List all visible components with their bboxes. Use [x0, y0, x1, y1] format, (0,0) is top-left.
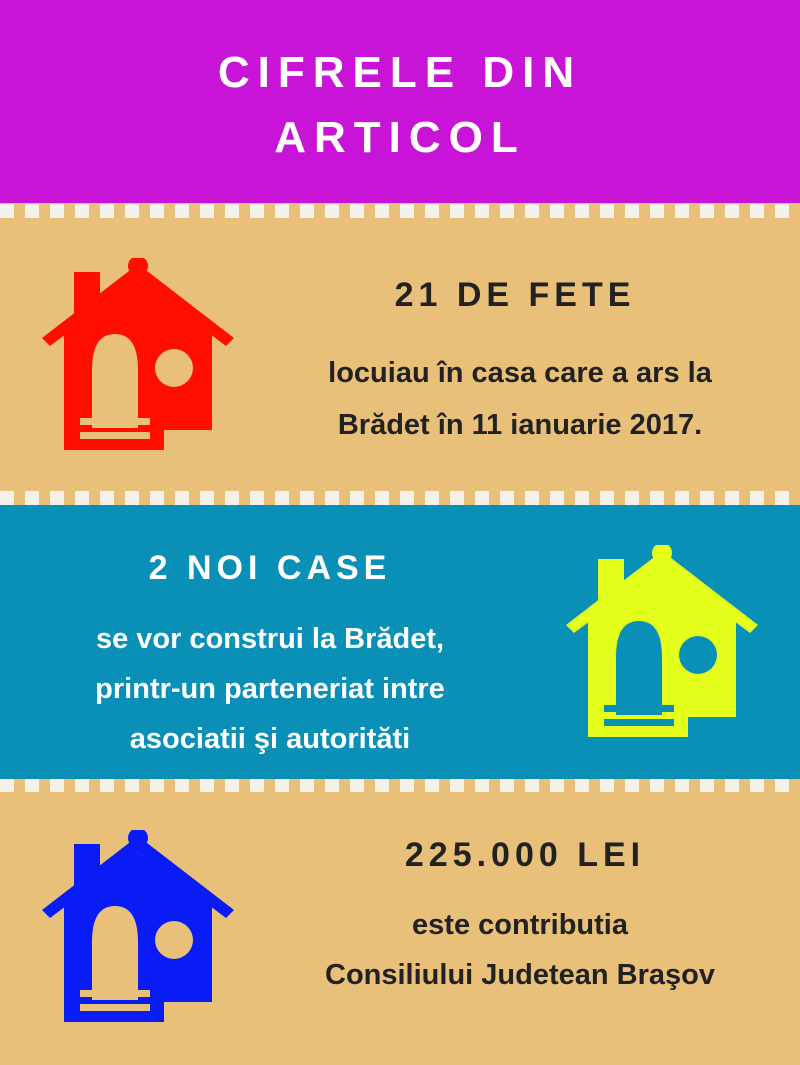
section-text-line1: se vor construi la Brădet,	[95, 623, 445, 655]
section-21-fete	[0, 218, 800, 498]
section-text-line3: asociatii şi autorităti	[129, 723, 411, 755]
page-title-line1: CIFRELE DIN	[217, 48, 583, 97]
section-heading: 225.000 LEI	[404, 836, 646, 874]
page-title-line2: ARTICOL	[274, 113, 526, 162]
dashed-divider	[0, 491, 800, 505]
section-text-line1: locuiau în casa care a ars la	[328, 357, 712, 389]
section-text-line2: Brădet în 11 ianuarie 2017.	[337, 409, 703, 441]
dashed-divider	[0, 204, 800, 218]
header-banner	[0, 0, 800, 203]
section-heading: 2 NOI CASE	[148, 549, 392, 587]
section-225000-lei	[0, 792, 800, 1065]
section-text-line2: Consiliului Judetean Braşov	[325, 959, 715, 991]
section-text-line2: printr-un parteneriat intre	[95, 673, 445, 705]
section-2-noi-case	[0, 505, 800, 785]
house-icon	[562, 545, 772, 745]
section-text-line1: este contributia	[412, 909, 628, 941]
section-heading: 21 DE FETE	[394, 276, 636, 314]
house-icon	[38, 830, 248, 1030]
house-icon	[38, 258, 248, 458]
dashed-divider	[0, 779, 800, 793]
